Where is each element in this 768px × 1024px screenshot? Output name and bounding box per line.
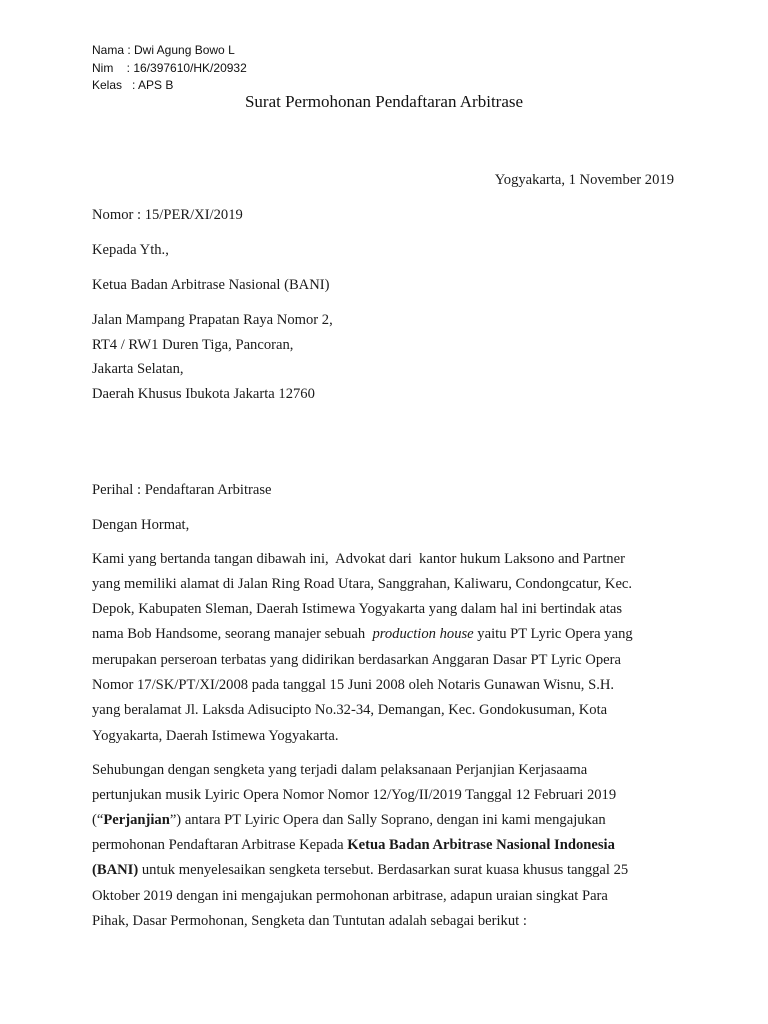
student-nim: Nim : 16/397610/HK/20932 <box>92 61 247 75</box>
salutation: Dengan Hormat, <box>92 517 190 533</box>
paragraph-line <box>92 835 615 855</box>
letter-title: Surat Permohonan Pendaftaran Arbitrase <box>244 92 524 111</box>
paragraph-line: yang memiliki alamat di Jalan Ring Road Utara, Sanggrahan, Kaliwaru, Condongcatur, Kec. <box>92 576 633 592</box>
text-run: untuk menyelesaikan sengketa tersebut. Berdasarkan surat kuasa khusus tanggal 25 <box>138 862 629 878</box>
paragraph-line: merupakan perseroan terbatas yang didirikan berdasarkan Anggaran Dasar PT Lyric Opera <box>92 652 621 668</box>
paragraph-line: pertunjukan musik Lyiric Opera Nomor Nomor 12/Yog/II/2019 Tanggal 12 Februari 2019 <box>92 787 617 803</box>
paragraph-line <box>92 624 633 644</box>
addressee-greeting: Kepada Yth., <box>92 242 169 258</box>
address-line: RT4 / RW1 Duren Tiga, Pancoran, <box>92 337 294 353</box>
recipient-name: Ketua Badan Arbitrase Nasional (BANI) <box>92 277 330 293</box>
italic-term: production house <box>372 626 474 642</box>
paragraph-line: Nomor 17/SK/PT/XI/2008 pada tanggal 15 Juni 2008 oleh Notaris Gunawan Wisnu, S.H. <box>92 677 615 693</box>
paragraph-line: Depok, Kabupaten Sleman, Daerah Istimewa Yogyakarta yang dalam hal ini bertindak atas <box>92 601 623 617</box>
bold-term: Ketua Badan Arbitrase Nasional Indonesia <box>347 837 615 853</box>
subject-line: Perihal : Pendaftaran Arbitrase <box>92 482 272 498</box>
place-date: Yogyakarta, 1 November 2019 <box>494 172 674 188</box>
address-line: Jalan Mampang Prapatan Raya Nomor 2, <box>92 312 333 328</box>
letter-number: Nomor : 15/PER/XI/2019 <box>92 207 243 223</box>
paragraph-line <box>92 810 606 830</box>
text-run: permohonan Pendaftaran Arbitrase Kepada <box>92 837 348 853</box>
paragraph-line: Oktober 2019 dengan ini mengajukan permohonan arbitrase, adapun uraian singkat Para <box>92 888 608 904</box>
address-line: Daerah Khusus Ibukota Jakarta 12760 <box>92 386 315 402</box>
paragraph-line: Yogyakarta, Daerah Istimewa Yogyakarta. <box>92 728 339 744</box>
text-run: (“ <box>92 812 104 828</box>
text-run: yaitu PT Lyric Opera yang <box>473 626 633 642</box>
bold-term: (BANI) <box>92 862 139 878</box>
paragraph-line: Kami yang bertanda tangan dibawah ini, Advokat dari kantor hukum Laksono and Partner <box>92 551 625 567</box>
address-line: Jakarta Selatan, <box>92 361 184 377</box>
paragraph-line: yang beralamat Jl. Laksda Adisucipto No.32-34, Demangan, Kec. Gondokusuman, Kota <box>92 702 608 718</box>
text-run: ”) antara PT Lyiric Opera dan Sally Soprano, dengan ini kami mengajukan <box>169 812 606 828</box>
student-class: Kelas : APS B <box>92 78 174 92</box>
text-run: nama Bob Handsome, seorang manajer sebuah <box>92 626 373 642</box>
paragraph-line <box>92 860 628 880</box>
paragraph-line: Pihak, Dasar Permohonan, Sengketa dan Tuntutan adalah sebagai berikut : <box>92 913 527 929</box>
bold-term: Perjanjian <box>103 812 170 828</box>
paragraph-line: Sehubungan dengan sengketa yang terjadi dalam pelaksanaan Perjanjian Kerjasaama <box>92 762 588 778</box>
student-name: Nama : Dwi Agung Bowo L <box>92 43 235 57</box>
